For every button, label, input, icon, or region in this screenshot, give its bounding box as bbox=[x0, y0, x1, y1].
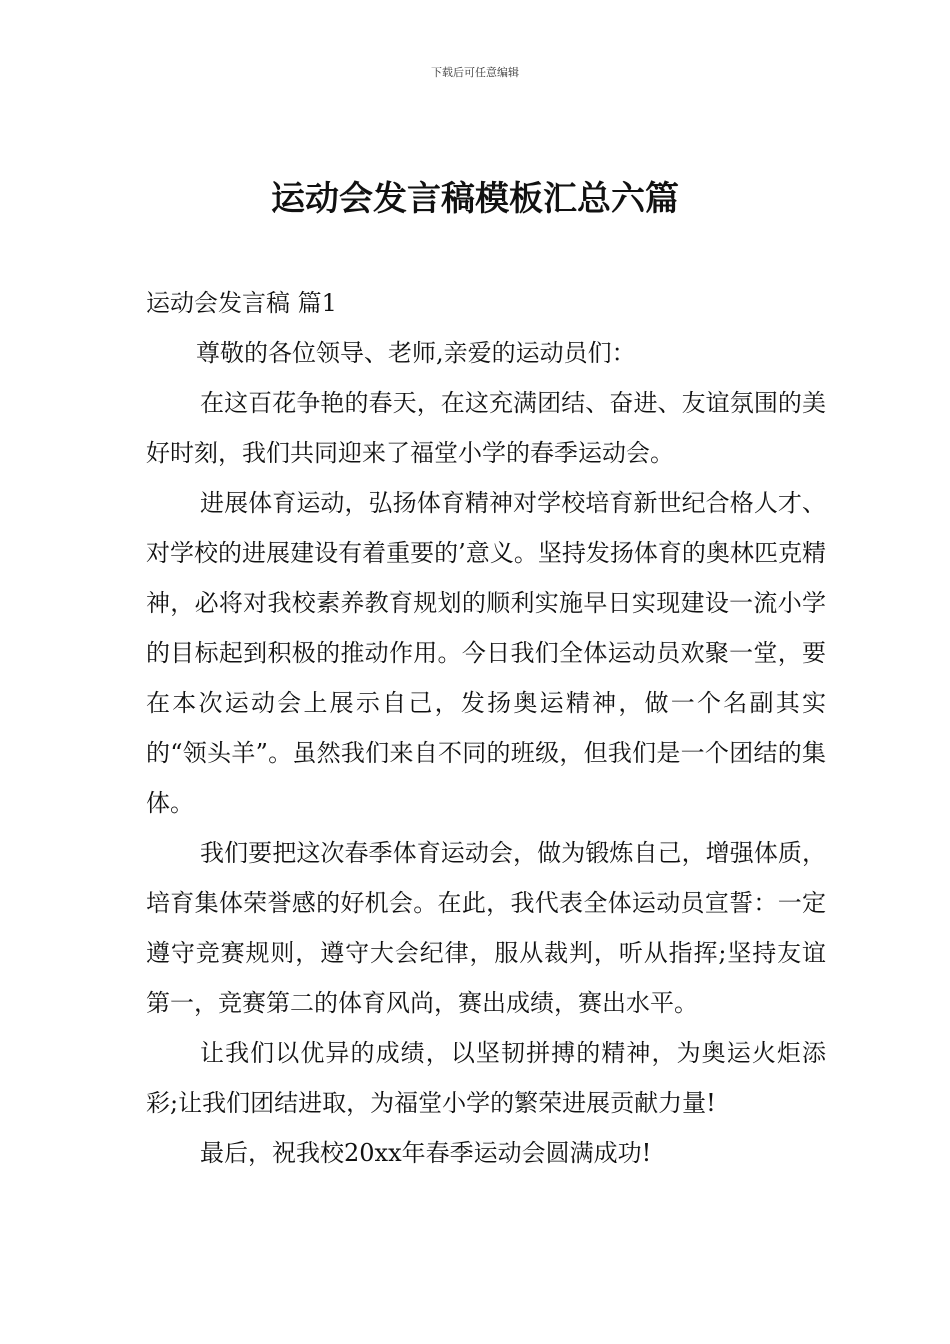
paragraph-4: 让我们以优异的成绩，以坚韧拼搏的精神，为奥运火炬添彩;让我们团结进取，为福堂小学的繁荣进展贡献力量! bbox=[146, 1039, 826, 1117]
document-title: 运动会发言稿模板汇总六篇 bbox=[271, 179, 679, 219]
paragraph-1: 在这百花争艳的春天，在这充满团结、奋进、友谊氛围的美好时刻，我们共同迎来了福堂小学的春季运动会。 bbox=[146, 389, 826, 467]
header-note: 下载后可任意编辑 bbox=[431, 66, 519, 79]
section-heading: 运动会发言稿 篇1 bbox=[146, 289, 337, 317]
greeting-line: 尊敬的各位领导、老师,亲爱的运动员们： bbox=[196, 339, 636, 367]
paragraph-3: 我们要把这次春季体育运动会，做为锻炼自己，增强体质，培育集体荣誉感的好机会。在此，我代表全体运动员宣誓：一定遵守竞赛规则，遵守大会纪律，服从裁判，听从指挥;坚持友谊第一，竞赛第二的体育风尚，赛出成绩，赛出水平。 bbox=[146, 839, 826, 1017]
closing-line: 最后，祝我校20xx年春季运动会圆满成功! bbox=[200, 1139, 652, 1167]
document-body bbox=[146, 278, 826, 1178]
paragraph-2: 进展体育运动，弘扬体育精神对学校培育新世纪合格人才、对学校的进展建设有着重要的’意义。坚持发扬体育的奥林匹克精神，必将对我校素养教育规划的顺利实施早日实现建设一流小学的目标起到积极的推动作用。今日我们全体运动员欢聚一堂，要在本次运动会上展示自己，发扬奥运精神，做一个名副其实的“领头羊”。虽然我们来自不同的班级，但我们是一个团结的集体。 bbox=[146, 489, 826, 817]
